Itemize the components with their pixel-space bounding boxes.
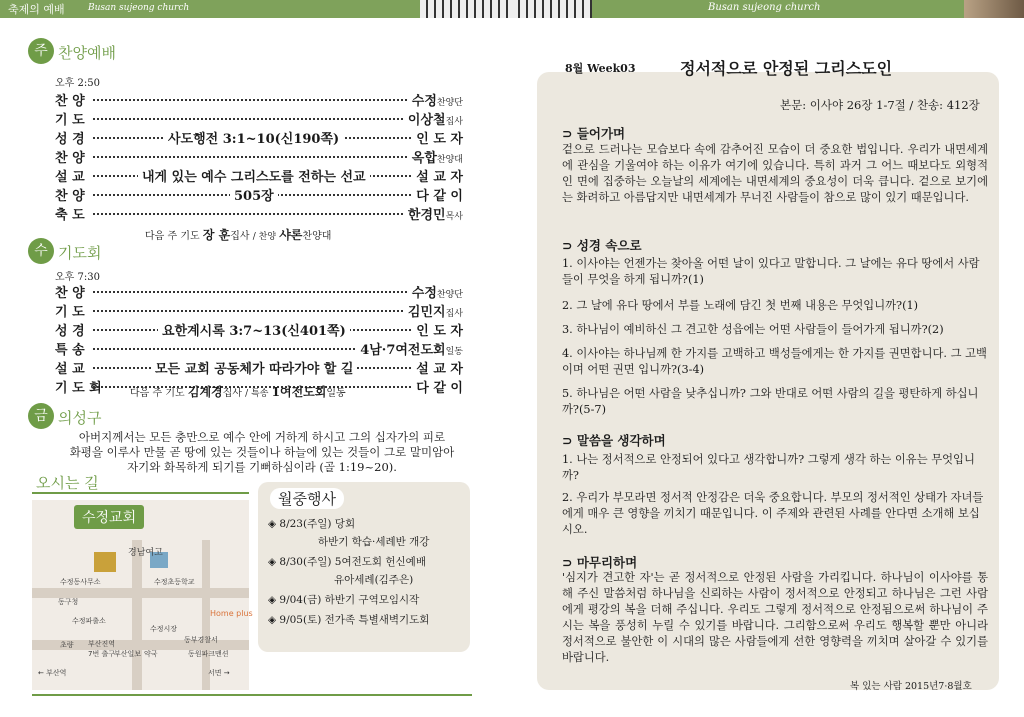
order-label: 설 교 xyxy=(55,362,85,377)
piano-keys-graphic-right xyxy=(512,0,592,18)
order-row xyxy=(55,339,463,358)
think-question: 1. 나는 정서적으로 안정되어 있다고 생각합니까? 그렇게 생각 하는 이유는 무엇입니까? xyxy=(562,453,975,482)
order-person: 옥합찬양대 xyxy=(408,147,463,166)
order-row xyxy=(55,282,463,301)
order-row xyxy=(55,320,463,339)
think-question: 2. 우리가 부모라면 정서적 안정감은 더욱 중요합니다. 부모의 정서적인 상태가 자녀들에게 매우 큰 영향을 끼치기 때문입니다. 이 주제와 관련된 사례를 안다면 소개해 보십시오. xyxy=(562,491,984,536)
order-label: 찬 양 xyxy=(55,189,85,204)
directions-divider xyxy=(32,492,249,494)
order-row xyxy=(55,90,463,109)
order-person: 수정찬양단 xyxy=(408,282,463,301)
order-person: 다 같 이 xyxy=(412,185,463,204)
order-person: 설 교 자 xyxy=(412,166,463,185)
order-row xyxy=(55,109,463,128)
left-header-title: 축제의 예배 xyxy=(8,3,65,16)
order-content: 505장 xyxy=(230,185,278,204)
order-label: 설 교 xyxy=(55,170,85,185)
order-row xyxy=(55,166,463,185)
order-person: 다 같 이 xyxy=(412,377,463,396)
order-row xyxy=(55,128,463,147)
order-person: 인 도 자 xyxy=(412,128,463,147)
close-paragraph: '심지가 견고한 자'는 곧 정서적으로 안정된 사람을 가리킵니다. 하나님이 이사야를 통해 주신 말씀처럼 하나님을 신뢰하는 사람이 정서적으로 안정되고 하나님은 그런 사람에게 평강의 복을 더해 주십니다. 우리도 그렇게 정서적으로 안정됨으로써 하나님이 주시는 복을 풍성히 누릴 수 있기를 바랍니다. 그리함으로써 우리도 행복할 뿐만 아니라 정서적으로 불안한 이 시대의 많은 사람들에게 선한 영향력을 끼치며 살아갈 수 있기를 바랍니다. xyxy=(562,571,988,664)
bible-heading: ⊃ 성경 속으로 xyxy=(562,238,642,253)
sunday-section-title: 찬양예배 xyxy=(58,44,116,62)
order-label: 기 도 회 xyxy=(55,381,102,396)
study-scripture: 본문: 이사야 26장 1-7절 / 찬송: 412장 xyxy=(780,98,980,112)
left-header-bar xyxy=(0,0,512,18)
building-photo xyxy=(964,0,1024,18)
order-row xyxy=(55,358,463,377)
study-source: 복 있는 사람 2015년7·8월호 xyxy=(850,681,972,692)
study-week: 8월 Week03 xyxy=(565,62,636,75)
monthly-events-box xyxy=(258,482,470,652)
order-content: 사도행전 3:1~10(신190쪽) xyxy=(164,128,343,147)
study-title: 정서적으로 안정된 그리스도인 xyxy=(680,59,893,78)
order-label: 특 송 xyxy=(55,343,85,358)
verse-section-title: 의성구 xyxy=(58,409,102,427)
order-person: 4남·7여전도회일동 xyxy=(356,339,463,358)
church-map: 수정교회 경남여고 수정동사무소 수정초등학교 동구청 수정파출소 수정시장 Home plus 동부경찰서 부산진역 7번 출구 부산일보 약국 동원파크맨션 초량 ← 부산역 서면 → xyxy=(32,500,249,690)
close-heading: ⊃ 마무리하며 xyxy=(562,555,638,570)
verse-section-head xyxy=(28,403,228,450)
order-row xyxy=(55,147,463,166)
order-label: 기 도 xyxy=(55,305,85,320)
directions-title: 오시는 길 xyxy=(36,474,99,492)
order-content: 요한계시록 3:7~13(신401쪽) xyxy=(158,320,350,339)
church-name-label: 수정교회 xyxy=(74,505,144,529)
order-row xyxy=(55,185,463,204)
event-item-detail: 유아세례(김주은) xyxy=(334,574,414,586)
order-person: 한경민목사 xyxy=(404,204,463,223)
order-content: 내게 있는 예수 그리스도를 전하는 선교 xyxy=(138,166,370,185)
order-row xyxy=(55,204,463,223)
event-item-detail: 하반기 학습·세례반 개강 xyxy=(318,536,430,548)
order-person: 수정찬양단 xyxy=(408,90,463,109)
think-heading: ⊃ 말씀을 생각하며 xyxy=(562,433,666,448)
bible-question: 5. 하나님은 어떤 사람을 낮추십니까? 그와 반대로 어떤 사람의 길을 평탄하게 하십니까?(5-7) xyxy=(562,387,979,416)
order-row xyxy=(55,301,463,320)
wednesday-section-title: 기도회 xyxy=(58,244,102,262)
bible-question: 3. 하나님이 예비하신 그 견고한 성읍에는 어떤 사람들이 들어가게 됩니까?(2) xyxy=(562,323,944,336)
sunday-time: 오후 2:50 xyxy=(55,78,100,89)
order-label: 찬 양 xyxy=(55,286,85,301)
sunday-circle-badge: 주일 xyxy=(28,38,54,64)
sunday-next-week: 다음 주 기도 장 훈집사 / 찬양 샤론찬양대 xyxy=(145,228,332,242)
left-header-subtitle: Busan sujeong church xyxy=(88,3,190,13)
monthly-events-title: 월중행사 xyxy=(270,488,344,509)
wednesday-circle-badge: 수요 xyxy=(28,238,54,264)
right-header-bar xyxy=(512,0,1024,18)
order-person: 이상철집사 xyxy=(404,109,463,128)
intro-paragraph: 겉으로 드러나는 모습보다 속에 감추어진 모습이 더 중요한 법입니다. 우리가 내면세계에 관심을 기울여야 하는 이유가 여기에 있습니다. 특히 과거 그 어느 때보다도 외형적인 면에 집중하는 오늘날의 세계에는 내면세계의 중요성이 더욱 큽니다. 겉으로 보기에는 화려하고 아름답지만 내면세계가 무너진 사람들이 참으로 많이 있기 때문입니다. xyxy=(562,143,988,204)
wednesday-time: 오후 7:30 xyxy=(55,272,100,283)
bible-question: 4. 이사야는 하나님께 한 가지를 고백하고 백성들에게는 한 가지를 권면합니다. 그 고백이며 어떤 권면 입니까?(3-4) xyxy=(562,347,987,376)
right-header-subtitle: Busan sujeong church xyxy=(708,2,821,13)
church-building-icon xyxy=(94,552,116,572)
order-person: 김민지집사 xyxy=(404,301,463,320)
order-person: 설 교 자 xyxy=(412,358,463,377)
wednesday-next-week: 다음 주 기도 김계경집사 / 특송 1여전도회일동 xyxy=(130,385,346,399)
event-item: ◈ 9/05(토) 전가족 특별새벽기도회 xyxy=(268,614,430,626)
order-label: 찬 양 xyxy=(55,151,85,166)
event-item: ◈ 8/23(주일) 당회 xyxy=(268,518,356,530)
order-content: 모든 교회 공동체가 따라가야 할 길 xyxy=(151,358,357,377)
order-person: 인 도 자 xyxy=(412,320,463,339)
order-label: 성 경 xyxy=(55,324,85,339)
order-label: 성 경 xyxy=(55,132,85,147)
order-label: 기 도 xyxy=(55,113,85,128)
intro-heading: ⊃ 들어가며 xyxy=(562,126,626,141)
left-bottom-divider xyxy=(32,694,472,696)
order-label: 축 도 xyxy=(55,208,85,223)
piano-keys-graphic xyxy=(420,0,512,18)
bible-question: 2. 그 날에 유다 땅에서 부를 노래에 담긴 첫 번째 내용은 무엇입니까?(1) xyxy=(562,299,919,312)
order-label: 찬 양 xyxy=(55,94,85,109)
weekly-verse: 아버지께서는 모든 충만으로 예수 안에 거하게 하시고 그의 십자가의 피로 화평을 이루사 만물 곧 땅에 있는 것들이나 하늘에 있는 것들이 그로 말미암아 자기와 화목하게 되기를 기뻐하심이라 (골 1:19~20). xyxy=(69,430,455,474)
event-item: ◈ 8/30(주일) 5여전도회 헌신예배 xyxy=(268,556,426,568)
verse-circle-badge: 금주 xyxy=(28,403,54,429)
leader-dots xyxy=(93,194,463,196)
event-item: ◈ 9/04(금) 하반기 구역모임시작 xyxy=(268,594,420,606)
bible-question: 1. 이사야는 언젠가는 찾아올 어떤 날이 있다고 말합니다. 그 날에는 유다 땅에서 사람들이 무엇을 하게 됩니까?(1) xyxy=(562,257,980,286)
